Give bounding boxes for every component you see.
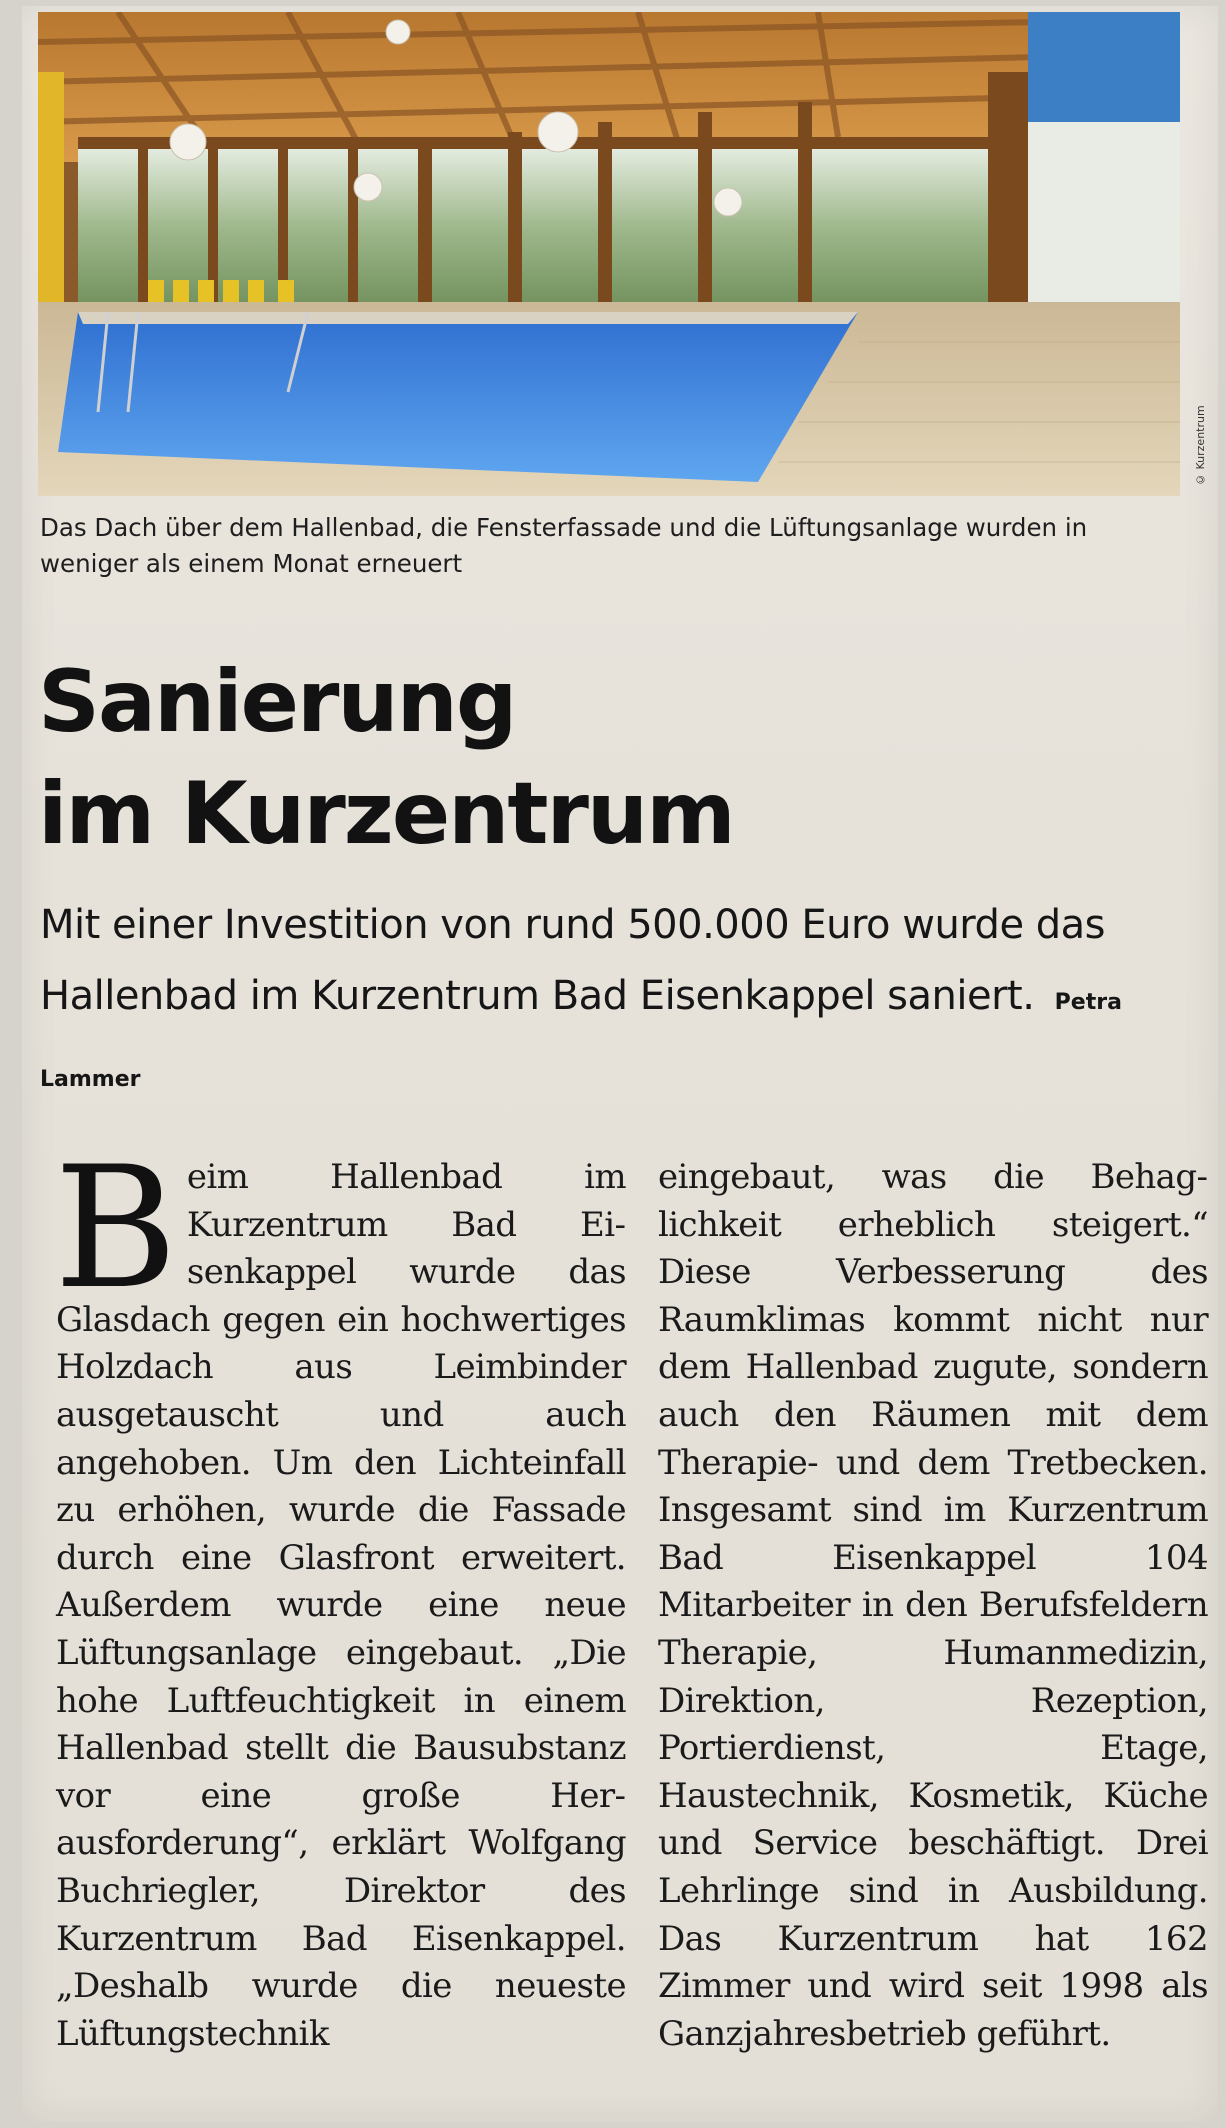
newspaper-page: [22, 6, 1218, 2122]
drop-cap: B: [54, 1130, 177, 1326]
body-text-left: eim Hallenbad im Kurzentrum Bad Eisenkappel wurde das Glasdach gegen ein hochwertiges Holzdach aus Leimbinder ausgetauscht und auch angehoben. Um den Lichteinfall zu erhöhen, wurde die Fassade durch eine Glasfront erweitert. Außerdem wurde eine neue Lüftungsanlage eingebaut. „Die hohe Luftfeuchtigkeit in einem Hallenbad stellt die Bausubstanz vor eine große Herausforderung“, erklärt Wolfgang Buchriegler, Direktor des Kurzentrum Bad Eisenkappel. „Deshalb wurde die neueste Lüftungstechnik: [56, 1157, 626, 2054]
headline: [38, 646, 1138, 870]
photo-credit: © Kurzentrum: [1194, 405, 1207, 486]
photo-caption: Das Dach über dem Hallenbad, die Fensterfassade und die Lüftungsanlage wurden in weniger als einem Monat erneuert: [40, 513, 1088, 578]
indoor-pool-illustration: [38, 12, 1180, 496]
headline-line-1: Sanierung: [38, 652, 516, 752]
body-column-right: [658, 1154, 1208, 2058]
body-text-right: eingebaut, was die Behaglichkeit erheblich steigert.“ Diese Verbesserung des Raumklimas kommt nicht nur dem Hallenbad zugute, sondern auch den Räumen mit dem Therapie- und dem Tretbecken. Insgesamt sind im Kurzentrum Bad Eisenkappel 104 Mitarbeiter in den Berufsfeldern Therapie, Humanmedizin, Direktion, Rezeption, Portierdienst, Etage, Haustechnik, Kosmetik, Küche und Service beschäftigt. Drei Lehrlinge sind in Ausbildung. Das Kurzentrum hat 162 Zimmer und wird seit 1998 als Ganzjahresbetrieb geführt.: [658, 1157, 1208, 2054]
subheadline-text: Mit einer Investition von rund 500.000 Euro wurde das Hallenbad im Kurzentrum Bad Eisenkappel saniert.: [40, 902, 1106, 1019]
headline-line-2: im Kurzentrum: [38, 764, 734, 864]
article-photo: [38, 12, 1180, 496]
author-byline: Petra Lammer: [40, 990, 1122, 1092]
subheadline: [40, 890, 1160, 1115]
body-column-left: [54, 1130, 626, 2058]
